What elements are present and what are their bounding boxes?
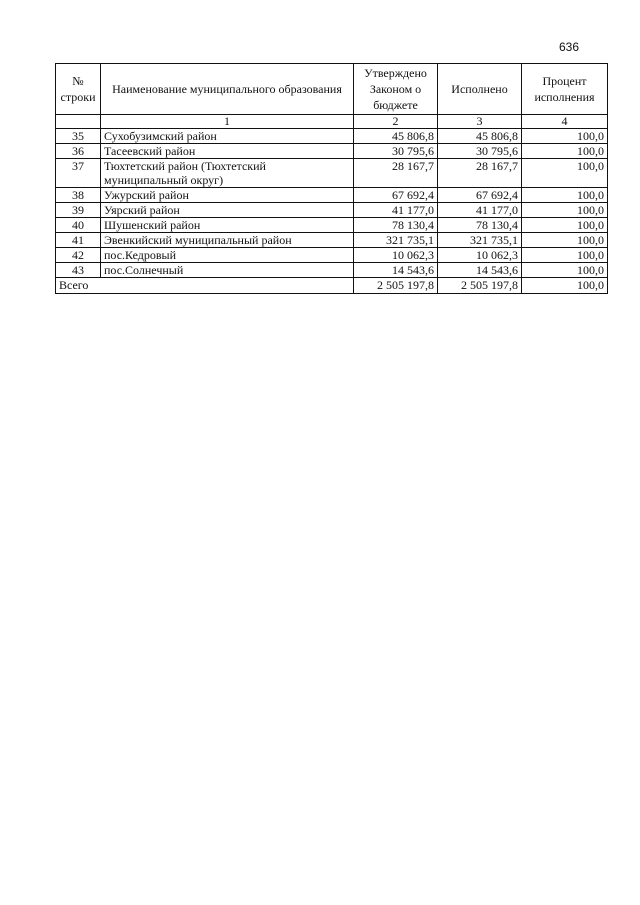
execution-percent: 100,0 [522,159,608,188]
approved-amount: 30 795,6 [354,144,438,159]
execution-percent: 100,0 [522,203,608,218]
approved-amount: 41 177,0 [354,203,438,218]
total-row [56,278,608,294]
column-number-row [56,115,608,129]
municipality-name: Ужурский район [101,188,354,203]
header-name: Наименование муниципального образования [101,64,354,115]
executed-amount: 321 735,1 [438,233,522,248]
total-approved: 2 505 197,8 [354,278,438,294]
table-row [56,233,608,248]
row-number: 39 [56,203,101,218]
executed-amount: 14 543,6 [438,263,522,278]
header-percent: Процент исполнения [522,64,608,115]
executed-amount: 28 167,7 [438,159,522,188]
execution-percent: 100,0 [522,233,608,248]
row-number: 41 [56,233,101,248]
municipality-name: Сухобузимский район [101,129,354,144]
total-percent: 100,0 [522,278,608,294]
approved-amount: 28 167,7 [354,159,438,188]
table-row [56,203,608,218]
execution-percent: 100,0 [522,188,608,203]
total-executed: 2 505 197,8 [438,278,522,294]
execution-percent: 100,0 [522,218,608,233]
row-number: 38 [56,188,101,203]
municipality-name: Тюхтетский район (Тюхтетский муниципальный округ) [101,159,354,188]
executed-amount: 78 130,4 [438,218,522,233]
row-number: 35 [56,129,101,144]
table-row [56,218,608,233]
column-number: 4 [522,115,608,129]
column-number: 1 [101,115,354,129]
municipality-name: Тасеевский район [101,144,354,159]
executed-amount: 10 062,3 [438,248,522,263]
page-number: 636 [559,40,580,54]
total-label: Всего [56,278,354,294]
executed-amount: 45 806,8 [438,129,522,144]
table-row [56,188,608,203]
row-number: 42 [56,248,101,263]
executed-amount: 30 795,6 [438,144,522,159]
column-number: 2 [354,115,438,129]
executed-amount: 67 692,4 [438,188,522,203]
approved-amount: 45 806,8 [354,129,438,144]
header-row-no: № строки [56,64,101,115]
municipality-name: пос.Кедровый [101,248,354,263]
budget-execution-table [55,63,608,294]
municipality-name: Шушенский район [101,218,354,233]
table-row [56,159,608,188]
execution-percent: 100,0 [522,263,608,278]
execution-percent: 100,0 [522,129,608,144]
municipality-name: пос.Солнечный [101,263,354,278]
table-row [56,263,608,278]
approved-amount: 10 062,3 [354,248,438,263]
municipality-name: Эвенкийский муниципальный район [101,233,354,248]
table-row [56,129,608,144]
approved-amount: 67 692,4 [354,188,438,203]
table-row [56,144,608,159]
header-approved: Утверждено Законом о бюджете [354,64,438,115]
execution-percent: 100,0 [522,144,608,159]
row-number: 40 [56,218,101,233]
row-number: 36 [56,144,101,159]
municipality-name: Уярский район [101,203,354,218]
row-number: 43 [56,263,101,278]
table-row [56,248,608,263]
header-row [56,64,608,115]
approved-amount: 78 130,4 [354,218,438,233]
column-number: 3 [438,115,522,129]
execution-percent: 100,0 [522,248,608,263]
approved-amount: 14 543,6 [354,263,438,278]
executed-amount: 41 177,0 [438,203,522,218]
row-number: 37 [56,159,101,188]
approved-amount: 321 735,1 [354,233,438,248]
column-number [56,115,101,129]
header-executed: Исполнено [438,64,522,115]
